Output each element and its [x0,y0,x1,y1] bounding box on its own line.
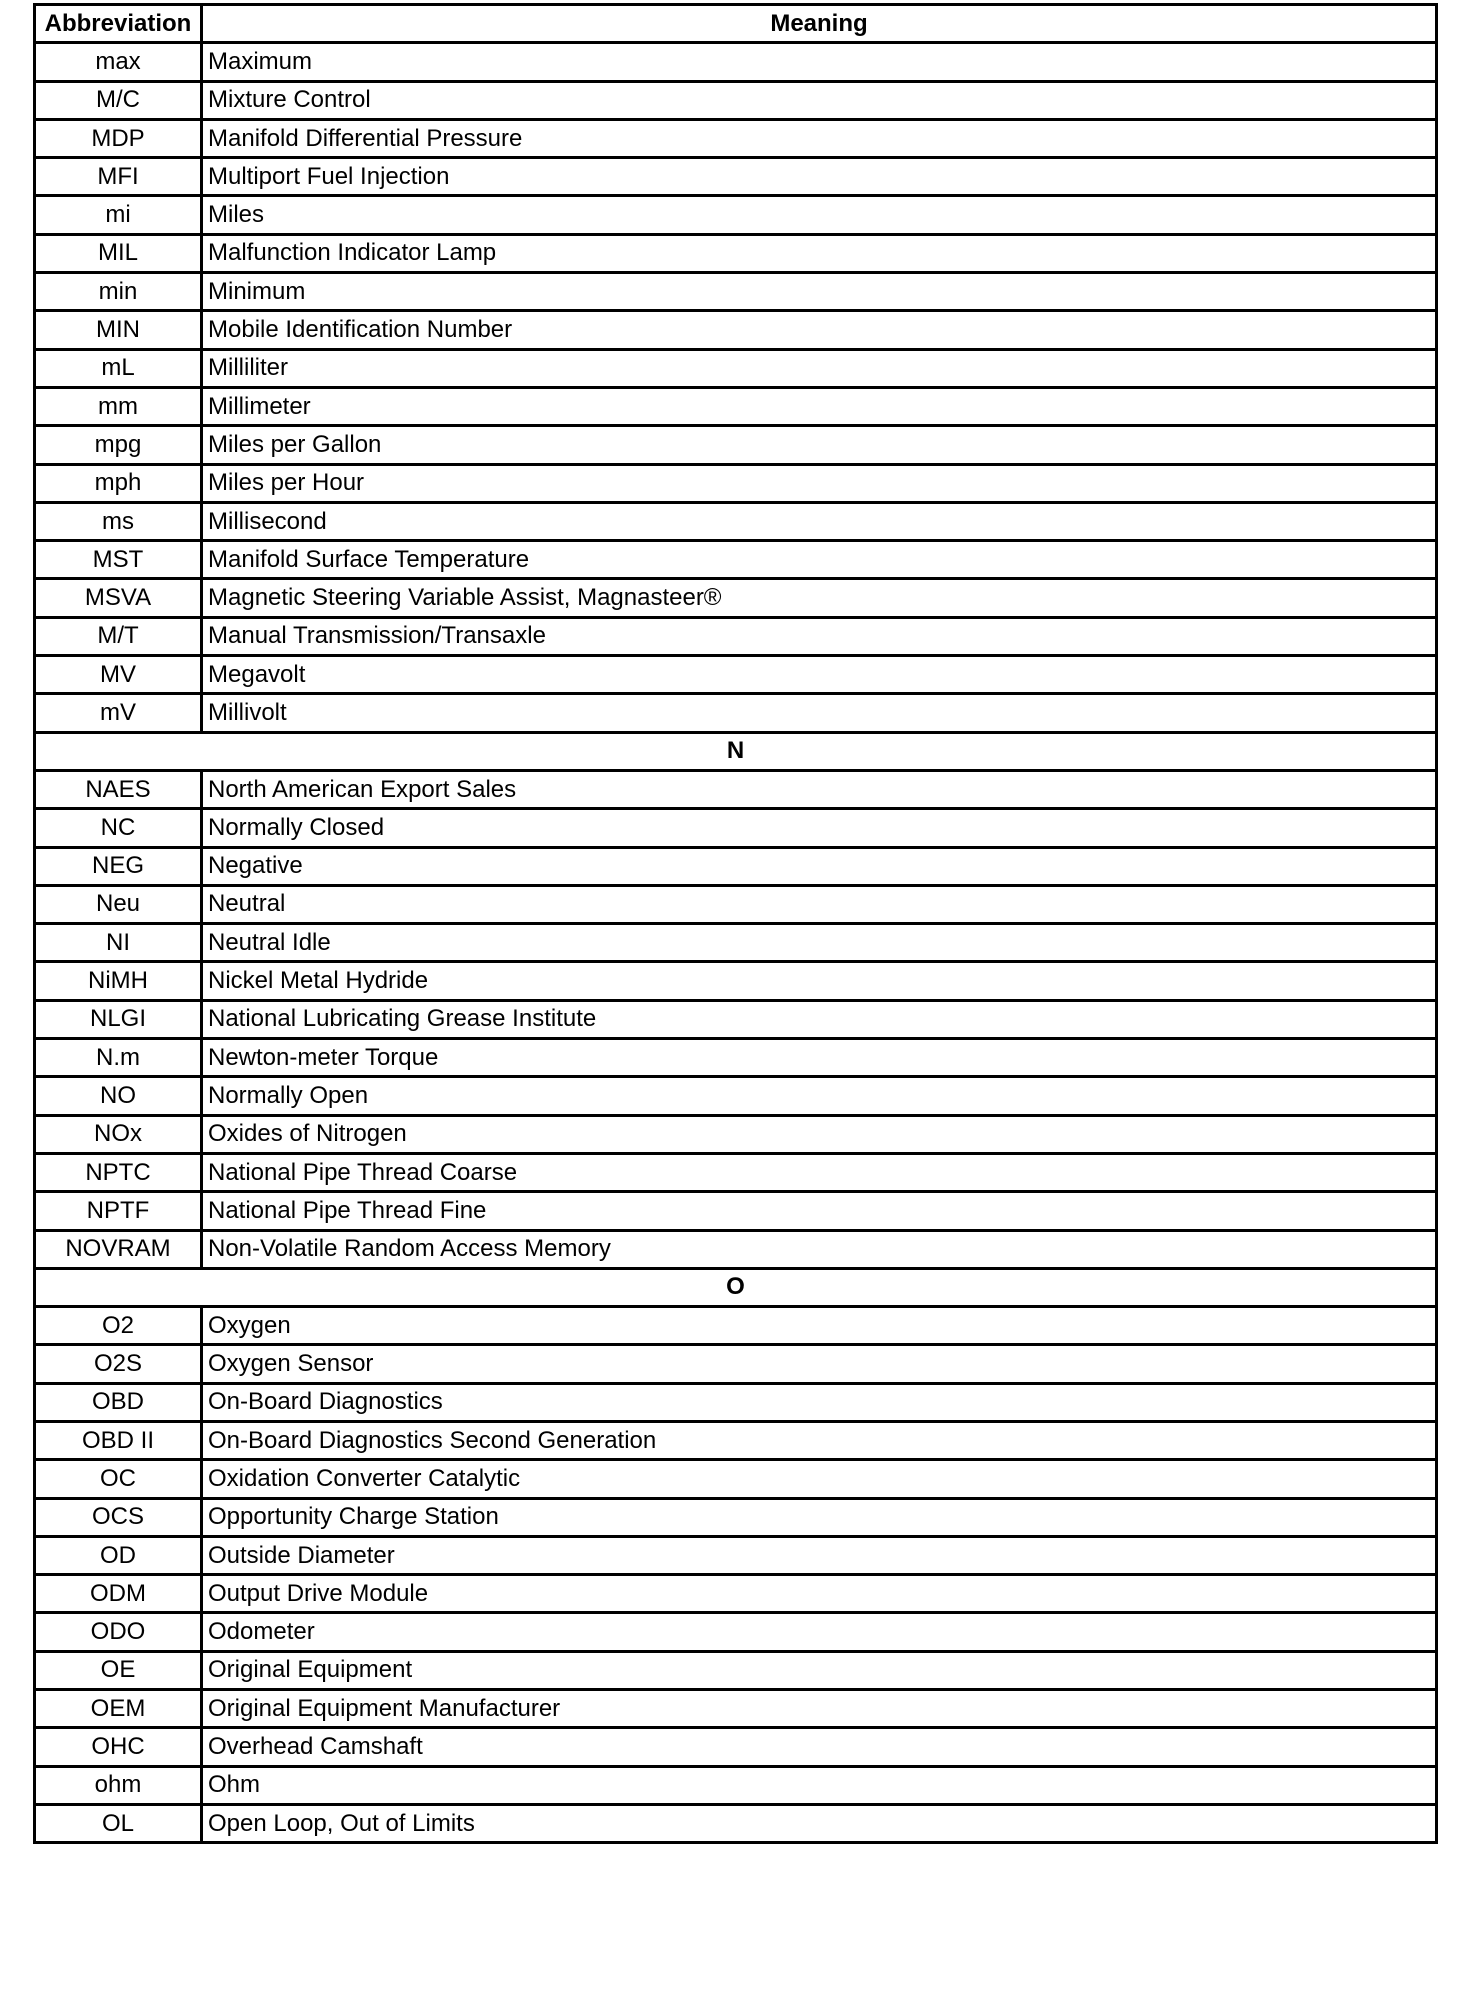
abbreviation-cell: ms [35,502,202,540]
meaning-cell: Millimeter [202,387,1437,425]
table-row [35,311,1437,349]
abbreviation-cell: Neu [35,885,202,923]
table-row [35,387,1437,425]
meaning-cell: Original Equipment [202,1651,1437,1689]
abbreviation-cell: mi [35,196,202,234]
table-row [35,1536,1437,1574]
table-row [35,924,1437,962]
abbreviation-cell: OD [35,1536,202,1574]
table-row [35,1575,1437,1613]
table-row [35,847,1437,885]
meaning-cell: Neutral [202,885,1437,923]
meaning-cell: Nickel Metal Hydride [202,962,1437,1000]
table-row [35,196,1437,234]
abbreviation-cell: MV [35,656,202,694]
meaning-cell: Negative [202,847,1437,885]
meaning-cell: Magnetic Steering Variable Assist, Magnasteer® [202,579,1437,617]
abbreviation-cell: MST [35,541,202,579]
table-row [35,656,1437,694]
table-row [35,1498,1437,1536]
abbreviation-cell: NEG [35,847,202,885]
abbreviation-cell: OHC [35,1728,202,1766]
table-row [35,119,1437,157]
meaning-cell: Odometer [202,1613,1437,1651]
meaning-cell: Output Drive Module [202,1575,1437,1613]
table-row [35,1345,1437,1383]
meaning-cell: Oxygen [202,1307,1437,1345]
abbreviation-cell: MIL [35,234,202,272]
table-row [35,1000,1437,1038]
table-row [35,464,1437,502]
abbreviation-cell: NPTC [35,1153,202,1191]
table-row [35,1039,1437,1077]
meaning-cell: Open Loop, Out of Limits [202,1804,1437,1842]
table-row [35,273,1437,311]
table-row [35,1460,1437,1498]
abbreviation-cell: M/T [35,617,202,655]
meaning-cell: National Pipe Thread Fine [202,1192,1437,1230]
abbreviation-cell: O2S [35,1345,202,1383]
section-row [35,1268,1437,1306]
meaning-cell: On-Board Diagnostics [202,1383,1437,1421]
abbreviation-cell: mph [35,464,202,502]
meaning-cell: Manifold Differential Pressure [202,119,1437,157]
table-row [35,81,1437,119]
abbreviation-cell: NO [35,1077,202,1115]
meaning-cell: Oxidation Converter Catalytic [202,1460,1437,1498]
meaning-cell: Newton-meter Torque [202,1039,1437,1077]
abbreviation-cell: NiMH [35,962,202,1000]
table-row [35,1690,1437,1728]
table-row [35,502,1437,540]
meaning-cell: Normally Open [202,1077,1437,1115]
table-row [35,1804,1437,1842]
meaning-cell: Normally Closed [202,809,1437,847]
meaning-cell: Millivolt [202,694,1437,732]
table-row [35,1307,1437,1345]
abbreviation-cell: mm [35,387,202,425]
meaning-cell: Overhead Camshaft [202,1728,1437,1766]
meaning-cell: Original Equipment Manufacturer [202,1690,1437,1728]
abbreviation-cell: mL [35,349,202,387]
abbreviation-cell: NOVRAM [35,1230,202,1268]
abbreviation-cell: OCS [35,1498,202,1536]
table-row [35,694,1437,732]
table-header-row [35,5,1437,43]
abbreviation-cell: MDP [35,119,202,157]
abbreviation-cell: max [35,43,202,81]
table-row [35,158,1437,196]
meaning-cell: Miles per Hour [202,464,1437,502]
meaning-cell: National Pipe Thread Coarse [202,1153,1437,1191]
abbreviation-cell: OBD II [35,1421,202,1459]
meaning-cell: Megavolt [202,656,1437,694]
meaning-cell: Non-Volatile Random Access Memory [202,1230,1437,1268]
abbreviation-cell: NPTF [35,1192,202,1230]
meaning-cell: Millisecond [202,502,1437,540]
meaning-cell: Mobile Identification Number [202,311,1437,349]
abbreviation-cell: OBD [35,1383,202,1421]
table-row [35,962,1437,1000]
table-row [35,1613,1437,1651]
meaning-cell: Manifold Surface Temperature [202,541,1437,579]
abbreviation-cell: MSVA [35,579,202,617]
meaning-cell: Oxides of Nitrogen [202,1115,1437,1153]
meaning-cell: On-Board Diagnostics Second Generation [202,1421,1437,1459]
table-row [35,770,1437,808]
table-row [35,809,1437,847]
meaning-cell: Ohm [202,1766,1437,1804]
meaning-cell: Malfunction Indicator Lamp [202,234,1437,272]
abbreviation-cell: MIN [35,311,202,349]
meaning-cell: Manual Transmission/Transaxle [202,617,1437,655]
abbreviation-cell: N.m [35,1039,202,1077]
abbreviation-cell: OC [35,1460,202,1498]
table-row [35,1077,1437,1115]
abbreviation-cell: OE [35,1651,202,1689]
meaning-cell: Miles [202,196,1437,234]
abbreviation-cell: NAES [35,770,202,808]
meaning-column-header: Meaning [202,5,1437,43]
abbreviation-cell: NI [35,924,202,962]
table-body [35,43,1437,1843]
abbreviation-cell: MFI [35,158,202,196]
meaning-cell: Milliliter [202,349,1437,387]
abbreviation-cell: M/C [35,81,202,119]
table-row [35,1766,1437,1804]
abbreviation-cell: mV [35,694,202,732]
table-row [35,1192,1437,1230]
meaning-cell: North American Export Sales [202,770,1437,808]
abbreviation-cell: NOx [35,1115,202,1153]
table-row [35,1383,1437,1421]
table-row [35,1115,1437,1153]
table-row [35,426,1437,464]
abbreviation-cell: mpg [35,426,202,464]
abbreviation-cell: min [35,273,202,311]
meaning-cell: Miles per Gallon [202,426,1437,464]
table-row [35,1651,1437,1689]
abbreviation-cell: NLGI [35,1000,202,1038]
meaning-cell: Oxygen Sensor [202,1345,1437,1383]
table-row [35,43,1437,81]
table-row [35,541,1437,579]
abbreviation-table [33,3,1438,1844]
meaning-cell: Opportunity Charge Station [202,1498,1437,1536]
abbreviation-cell: NC [35,809,202,847]
meaning-cell: Minimum [202,273,1437,311]
abbreviation-cell: OEM [35,1690,202,1728]
abbreviation-cell: ODO [35,1613,202,1651]
meaning-cell: Outside Diameter [202,1536,1437,1574]
abbreviation-cell: ohm [35,1766,202,1804]
table-row [35,1421,1437,1459]
section-letter: N [35,732,1437,770]
table-row [35,1153,1437,1191]
meaning-cell: Neutral Idle [202,924,1437,962]
table-row [35,1230,1437,1268]
meaning-cell: Maximum [202,43,1437,81]
abbreviation-cell: OL [35,1804,202,1842]
table-row [35,1728,1437,1766]
abbreviation-cell: O2 [35,1307,202,1345]
meaning-cell: Multiport Fuel Injection [202,158,1437,196]
table-row [35,579,1437,617]
meaning-cell: National Lubricating Grease Institute [202,1000,1437,1038]
table-row [35,885,1437,923]
table-row [35,234,1437,272]
table-row [35,349,1437,387]
meaning-cell: Mixture Control [202,81,1437,119]
abbreviation-column-header: Abbreviation [35,5,202,43]
table-row [35,617,1437,655]
section-letter: O [35,1268,1437,1306]
abbreviation-cell: ODM [35,1575,202,1613]
section-row [35,732,1437,770]
